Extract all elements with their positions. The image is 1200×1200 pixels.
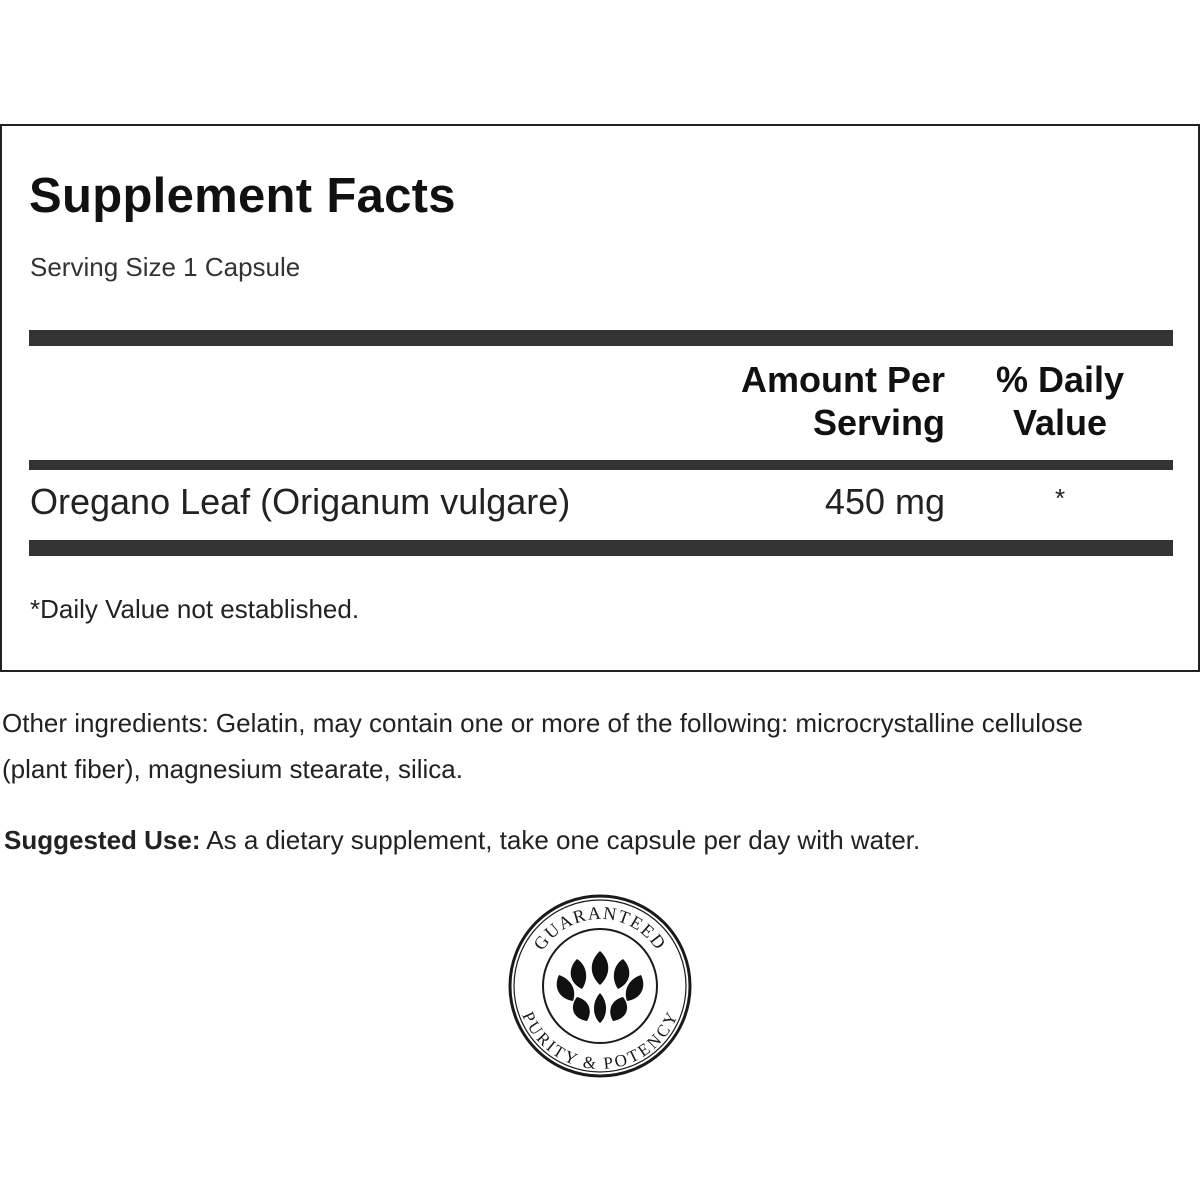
guaranteed-purity-potency-seal xyxy=(507,893,693,1079)
suggested-use xyxy=(4,825,920,856)
amount-header-line-2: Serving xyxy=(812,402,945,443)
dv-header-line-1: % Daily xyxy=(995,359,1125,400)
serving-size: Serving Size 1 Capsule xyxy=(30,252,301,282)
suggested-use-label: Suggested Use: xyxy=(4,825,201,855)
top-divider xyxy=(29,330,1173,346)
other-ingredients: Other ingredients: Gelatin, may contain one or more of the following: microcrystalline cellulose (plant fiber), magnesium stearate, silica. xyxy=(2,708,1083,784)
ingredient-amount: 450 mg xyxy=(824,481,945,522)
amount-header-line-1: Amount Per xyxy=(740,359,945,400)
dv-header-line-2: Value xyxy=(1012,402,1108,443)
bottom-divider xyxy=(29,540,1173,556)
header-divider xyxy=(29,460,1173,470)
supplement-facts-panel xyxy=(0,124,1200,672)
daily-value-header xyxy=(970,358,1150,444)
amount-per-serving-header xyxy=(685,358,945,444)
seal-top-text: GUARANTEED xyxy=(529,902,671,954)
suggested-use-text: As a dietary supplement, take one capsule per day with water. xyxy=(200,825,921,855)
facts-title: Supplement Facts xyxy=(29,169,456,223)
daily-value-footnote: *Daily Value not established. xyxy=(30,594,360,624)
ingredient-name: Oregano Leaf (Origanum vulgare) xyxy=(30,481,571,522)
leaves-icon xyxy=(557,951,644,1023)
seal-bottom-text: PURITY & POTENCY xyxy=(518,1008,682,1074)
ingredient-daily-value: * xyxy=(1054,483,1066,513)
